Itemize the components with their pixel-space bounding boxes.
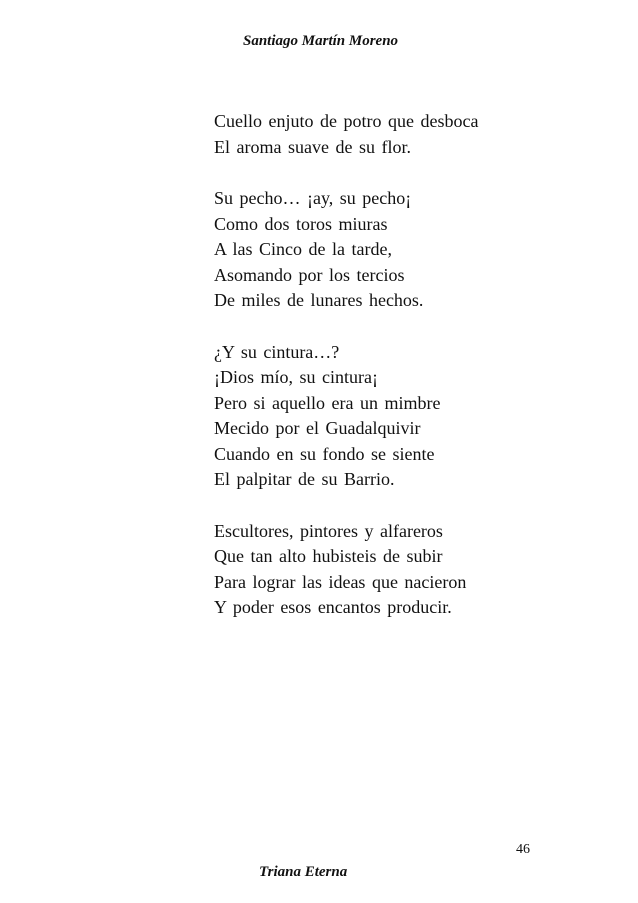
poem-line: Pero si aquello era un mimbre	[214, 392, 441, 413]
poem-line: Cuando en su fondo se siente	[214, 443, 435, 464]
stanza-3	[214, 340, 478, 493]
page-number: 46	[516, 842, 530, 857]
stanza-1	[214, 109, 478, 160]
stanza-2	[214, 186, 478, 314]
poem-body	[214, 109, 478, 647]
poem-line: A las Cinco de la tarde,	[214, 239, 392, 259]
poem-line: Que tan alto hubisteis de subir	[214, 546, 443, 566]
poem-line: Su pecho… ¡ay, su pecho¡	[214, 188, 412, 208]
poem-line: Como dos toros miuras	[214, 213, 388, 234]
poem-line: Y poder esos encantos producir.	[214, 597, 452, 617]
stanza-4	[214, 519, 478, 621]
poem-line: De miles de lunares hechos.	[214, 290, 424, 310]
poem-line: Escultores, pintores y alfareros	[214, 520, 443, 541]
poem-line: El aroma suave de su flor.	[214, 136, 411, 157]
poem-line: ¿Y su cintura…?	[214, 341, 340, 362]
poem-line: Cuello enjuto de potro que desboca	[214, 111, 479, 131]
page-footer-title: Triana Eterna	[259, 864, 348, 880]
poem-line: ¡Dios mío, su cintura¡	[214, 367, 378, 387]
poem-line: Para lograr las ideas que nacieron	[214, 571, 467, 592]
poem-line: Mecido por el Guadalquivir	[214, 418, 421, 438]
poem-line: Asomando por los tercios	[214, 264, 405, 285]
page-header-author: Santiago Martín Moreno	[243, 33, 399, 49]
poem-line: El palpitar de su Barrio.	[214, 469, 395, 489]
